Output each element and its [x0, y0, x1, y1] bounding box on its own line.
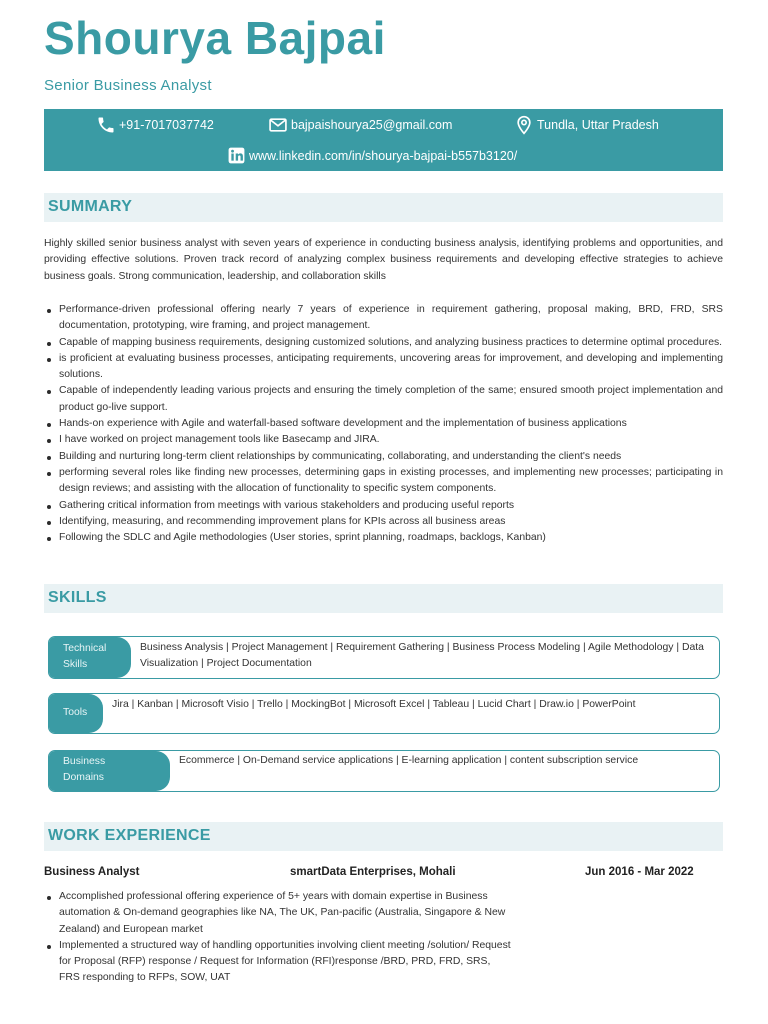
- location-icon: [514, 115, 534, 135]
- skills-section-header: [44, 584, 723, 613]
- email-address: bajpaishourya25@gmail.com: [291, 118, 453, 132]
- email-icon: [268, 115, 288, 135]
- contact-phone[interactable]: [96, 115, 214, 135]
- summary-bullet-list: [44, 302, 723, 546]
- linkedin-icon: [227, 146, 246, 165]
- contact-location: [514, 115, 659, 135]
- list-item: is proficient at evaluating business processes, anticipating requirements, uncovering areas for improvement, and developing and implementing solutions.: [44, 351, 723, 384]
- location-text: Tundla, Uttar Pradesh: [537, 118, 659, 132]
- contact-bar: [44, 109, 723, 171]
- skill-value: Business Analysis | Project Management | Requirement Gathering | Business Process Modeling | Agile Methodology | Data Visualization | Project Documentation: [140, 642, 704, 670]
- skill-label: Tools: [49, 694, 103, 733]
- list-item: Following the SDLC and Agile methodologies (User stories, sprint planning, roadmaps, backlogs, Kanban): [44, 530, 723, 546]
- list-item: Gathering critical information from meetings with various stakeholders and producing useful reports: [44, 498, 723, 514]
- list-item: Hands-on experience with Agile and waterfall-based software development and the implementation of business applications: [44, 416, 723, 432]
- contact-email[interactable]: [268, 115, 452, 135]
- linkedin-url: www.linkedin.com/in/shourya-bajpai-b557b3120/: [249, 148, 518, 163]
- job-bullet-list: [44, 889, 514, 987]
- list-item: Building and nurturing long-term client relationships by communicating, collaborating, and understanding the client's needs: [44, 449, 723, 465]
- job-title: Senior Business Analyst: [44, 77, 212, 94]
- skill-row-technical: [48, 636, 720, 679]
- list-item: Accomplished professional offering experience of 5+ years with domain expertise in Business automation & On-demand geographies like NA, The UK, Pan-pacific (Australia, Singapore & New Zealand) and European market: [44, 889, 514, 938]
- skill-label: Technical Skills: [49, 637, 131, 678]
- skill-value: Jira | Kanban | Microsoft Visio | Trello | MockingBot | Microsoft Excel | Tableau | Lucid Chart | Draw.io | PowerPoint: [112, 699, 636, 710]
- list-item: Capable of mapping business requirements, designing customized solutions, and analyzing business practices to determine optimal procedures.: [44, 335, 723, 351]
- skill-value: Ecommerce | On-Demand service applications | E-learning application | content subscription service: [179, 755, 639, 766]
- job-company: smartData Enterprises, Mohali: [290, 866, 456, 878]
- job-dates: Jun 2016 - Mar 2022: [585, 866, 694, 878]
- list-item: Performance-driven professional offering nearly 7 years of experience in requirement gathering, proposal making, BRD, FRD, SRS documentation, prototyping, wire framing, and project management.: [44, 302, 723, 335]
- phone-icon: [96, 115, 116, 135]
- job-role: Business Analyst: [44, 866, 140, 878]
- list-item: performing several roles like finding new processes, determining gaps in existing processes, and implementing new processes; participating in design reviews; and assisting with the allocation of functionality to specific system components.: [44, 465, 723, 498]
- summary-heading: SUMMARY: [48, 198, 133, 215]
- contact-linkedin[interactable]: [227, 146, 517, 165]
- list-item: Identifying, measuring, and recommending improvement plans for KPIs across all business areas: [44, 514, 723, 530]
- summary-paragraph: Highly skilled senior business analyst with seven years of experience in conducting business analysis, identifying problems and opportunities, and providing effective solutions. Proven track record of analyzing complex business requirements and developing effective strategies to achieve business goals. Strong communication, leadership, and collaboration skills: [44, 238, 723, 282]
- list-item: Implemented a structured way of handling opportunities involving client meeting /solution/ Request for Proposal (RFP) response / Request for Information (RFI)response /BRD, PRD, FRD, SRS, FRS responding to RFPs, SOW, UAT: [44, 938, 514, 987]
- skills-heading: SKILLS: [48, 589, 107, 606]
- phone-number: +91-7017037742: [119, 118, 214, 132]
- list-item: Capable of independently leading various projects and ensuring the timely completion of the same; ensured smooth project implementation and product go-live support.: [44, 383, 723, 416]
- candidate-name: Shourya Bajpai: [44, 12, 386, 64]
- skill-row-domains: [48, 750, 720, 792]
- skill-label: Business Domains: [49, 751, 170, 791]
- summary-section-header: [44, 193, 723, 222]
- list-item: I have worked on project management tools like Basecamp and JIRA.: [44, 432, 723, 448]
- skill-row-tools: [48, 693, 720, 734]
- work-section-header: [44, 822, 723, 851]
- work-heading: WORK EXPERIENCE: [48, 827, 211, 844]
